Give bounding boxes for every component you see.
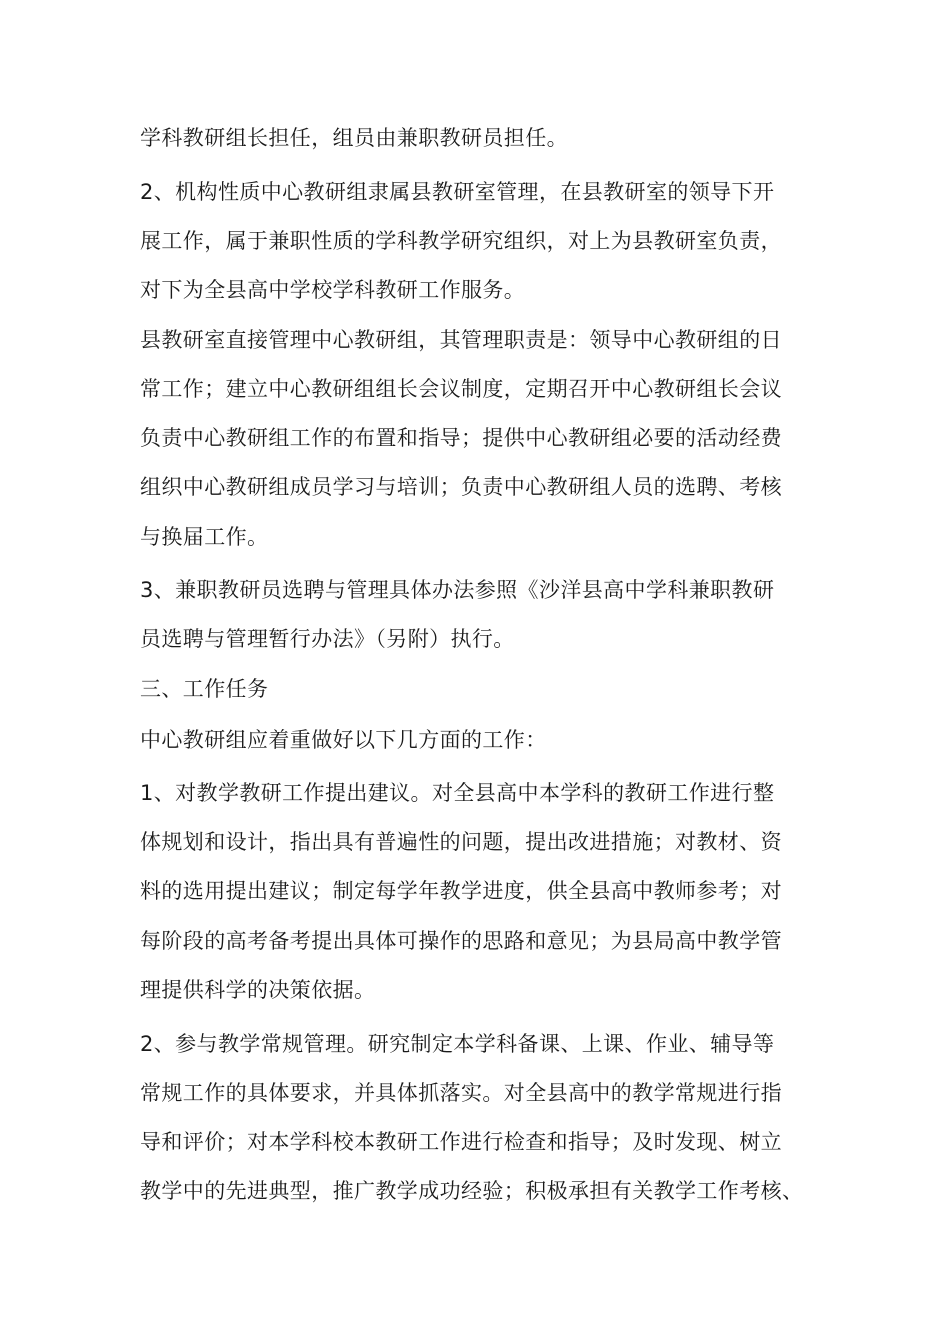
text-line: 3、兼职教研员选聘与管理具体办法参照《沙洋县高中学科兼职教研 [140, 578, 775, 602]
text-line: 料的选用提出建议；制定每学年教学进度，供全县高中教师参考；对 [140, 879, 782, 903]
text-line: 中心教研组应着重做好以下几方面的工作： [140, 728, 547, 752]
text-line: 学科教研组长担任，组员由兼职教研员担任。 [140, 126, 568, 150]
text-line: 与换届工作。 [140, 525, 269, 549]
text-line: 对下为全县高中学校学科教研工作服务。 [140, 278, 526, 302]
text-line: 每阶段的高考备考提出具体可操作的思路和意见；为县局高中教学管 [140, 929, 782, 953]
section-heading: 三、工作任务 [140, 677, 269, 701]
text-line: 常规工作的具体要求，并具体抓落实。对全县高中的教学常规进行指 [140, 1081, 782, 1105]
text-line: 体规划和设计，指出具有普遍性的问题，提出改进措施；对教材、资 [140, 830, 782, 854]
text-line: 理提供科学的决策依据。 [140, 978, 376, 1002]
text-line: 常工作；建立中心教研组组长会议制度，定期召开中心教研组长会议 [140, 377, 782, 401]
text-line: 展工作，属于兼职性质的学科教学研究组织，对上为县教研室负责， [140, 229, 782, 253]
text-line: 2、机构性质中心教研组隶属县教研室管理，在县教研室的领导下开 [140, 180, 775, 204]
text-line: 教学中的先进典型，推广教学成功经验；积极承担有关教学工作考核、 [140, 1179, 804, 1203]
text-line: 员选聘与管理暂行办法》（另附）执行。 [140, 627, 515, 651]
text-line: 组织中心教研组成员学习与培训；负责中心教研组人员的选聘、考核 [140, 475, 782, 499]
text-line: 2、参与教学常规管理。研究制定本学科备课、上课、作业、辅导等 [140, 1032, 775, 1056]
text-line: 县教研室直接管理中心教研组，其管理职责是：领导中心教研组的日 [140, 328, 782, 352]
text-line: 导和评价；对本学科校本教研工作进行检查和指导；及时发现、树立 [140, 1130, 782, 1154]
text-line: 负责中心教研组工作的布置和指导；提供中心教研组必要的活动经费 [140, 426, 782, 450]
text-line: 1、对教学教研工作提出建议。对全县高中本学科的教研工作进行整 [140, 781, 775, 805]
